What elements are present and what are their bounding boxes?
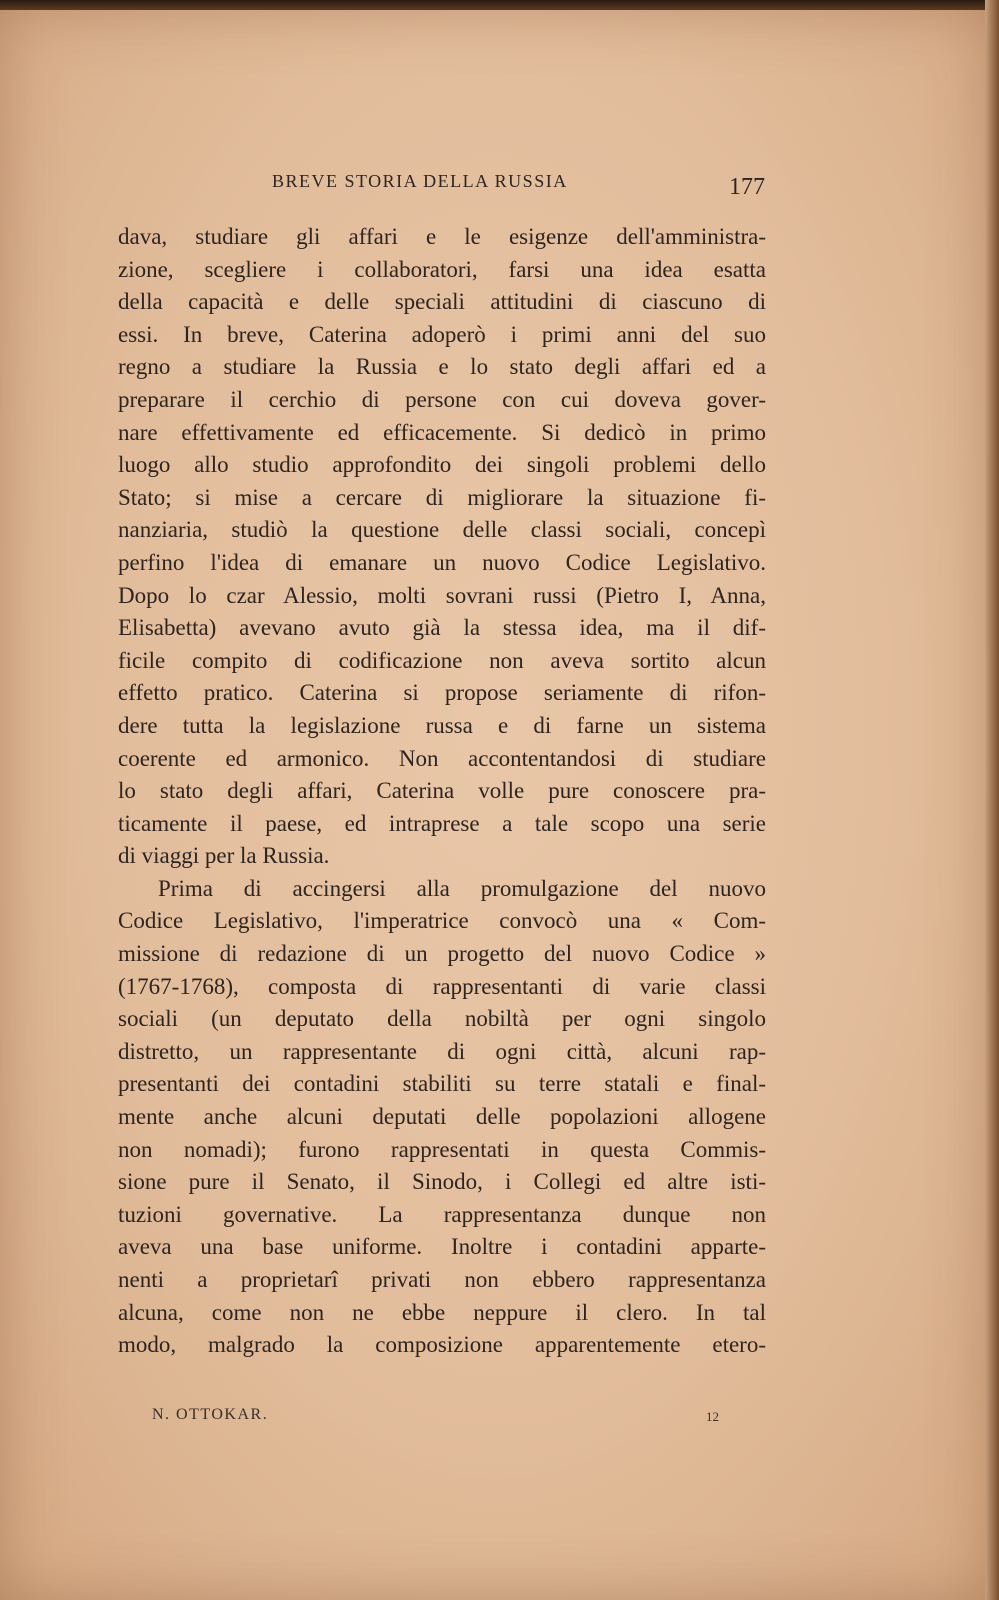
text-line: perfino l'idea di emanare un nuovo Codice Legislativo. [118,549,766,575]
text-line: presentanti dei contadini stabiliti su terre statali e final- [118,1071,766,1097]
text-line: nare effettivamente ed efficacemente. Si dedicò in primo [118,419,766,445]
page-right-edge [985,0,999,1600]
text-line: coerente ed armonico. Non accontentandosi di studiare [118,745,766,771]
text-line: sione pure il Senato, il Sinodo, i Collegi ed altre isti- [118,1169,766,1195]
text-line: mente anche alcuni deputati delle popolazioni allogene [118,1104,766,1130]
text-line: alcuna, come non ne ebbe neppure il clero. In tal [118,1299,766,1325]
text-line: lo stato degli affari, Caterina volle pure conoscere pra- [118,778,766,804]
text-line: missione di redazione di un progetto del nuovo Codice » [118,941,766,967]
text-line: aveva una base uniforme. Inoltre i contadini apparte- [118,1234,766,1260]
text-line: preparare il cerchio di persone con cui doveva gover- [118,386,766,412]
text-line: Elisabetta) avevano avuto già la stessa idea, ma il dif- [118,615,766,641]
text-line: sociali (un deputato della nobiltà per ogni singolo [118,1006,766,1032]
book-page [0,8,990,1600]
signature-mark: 12 [706,1409,719,1424]
text-line: tuzioni governative. La rappresentanza dunque non [118,1201,766,1227]
page-number: 177 [729,174,765,200]
text-line: Codice Legislativo, l'imperatrice convocò una « Com- [118,908,766,934]
running-head: BREVE STORIA DELLA RUSSIA [272,171,568,191]
paragraph-last-line: di viaggi per la Russia. [118,843,330,869]
text-line: nanziaria, studiò la questione delle classi sociali, concepì [118,517,766,543]
text-line: modo, malgrado la composizione apparentemente etero- [118,1332,766,1358]
text-line: luogo allo studio approfondito dei singoli problemi dello [118,452,766,478]
text-line: zione, scegliere i collaboratori, farsi una idea esatta [118,256,766,282]
text-line: della capacità e delle speciali attitudini di ciascuno di [118,289,766,315]
body-text [118,221,766,1362]
text-line: Dopo lo czar Alessio, molti sovrani russi (Pietro I, Anna, [118,582,766,608]
text-line: dere tutta la legislazione russa e di farne un sistema [118,712,766,738]
text-line: dava, studiare gli affari e le esigenze dell'amministra- [118,224,766,249]
text-line: ficile compito di codificazione non aveva sortito alcun [118,647,766,673]
text-line: nenti a proprietarî privati non ebbero rappresentanza [118,1267,766,1292]
text-line: essi. In breve, Caterina adoperò i primi anni del suo [118,321,766,347]
text-line: Stato; si mise a cercare di migliorare la situazione fi- [118,484,766,510]
text-line: non nomadi); furono rappresentati in questa Commis- [118,1136,766,1162]
text-line: (1767-1768), composta di rappresentanti di varie classi [118,973,766,999]
text-line: distretto, un rappresentante di ogni città, alcuni rap- [118,1038,766,1064]
text-line: effetto pratico. Caterina si propose seriamente di rifon- [118,680,766,706]
footer-author: N. OTTOKAR. [152,1406,269,1423]
paragraph-first-line: Prima di accingersi alla promulgazione del nuovo [158,875,766,901]
text-line: ticamente il paese, ed intraprese a tale scopo una serie [118,810,766,836]
text-line: regno a studiare la Russia e lo stato degli affari ed a [118,354,766,380]
page-top-edge [0,0,999,10]
